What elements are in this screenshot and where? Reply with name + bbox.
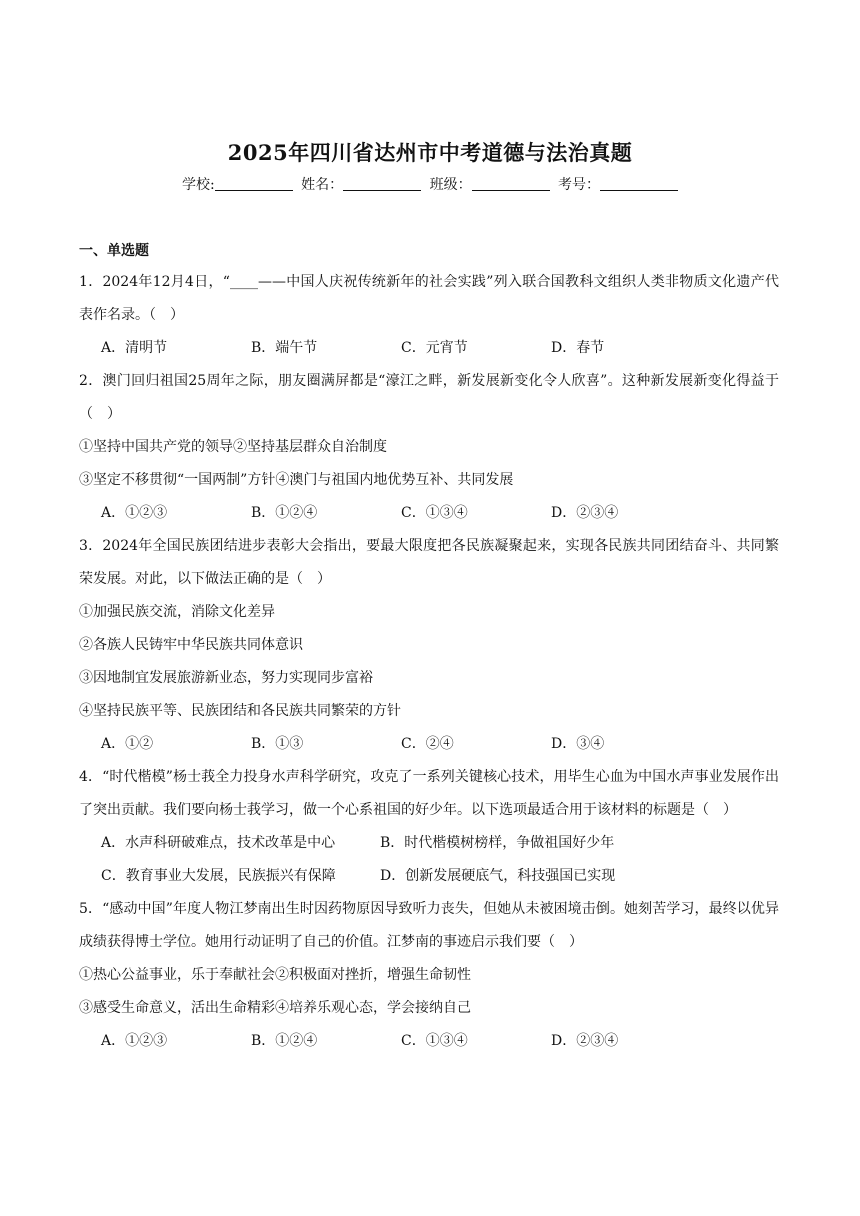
question-2 xyxy=(79,365,779,530)
option-b: B．时代楷模树榜样，争做祖国好少年 xyxy=(380,835,615,851)
option-c: C．②④ xyxy=(401,736,454,752)
option-d: D．春节 xyxy=(551,340,605,356)
question-stem: 4．“时代楷模”杨士莪全力投身水声科学研究，攻克了一系列关键核心技术，用毕生心血为中国水声事业发展作出了突出贡献。我们要向杨士莪学习，做一个心系祖国的好少年。以下选项最适合用于该材料的标题是（ ） xyxy=(79,769,779,818)
class-blank xyxy=(472,176,550,191)
statement-line: ④坚持民族平等、民族团结和各民族共同繁荣的方针 xyxy=(79,703,401,719)
question-1 xyxy=(79,266,779,365)
options-row xyxy=(79,728,779,761)
statement-line: ③坚定不移贯彻“一国两制”方针④澳门与祖国内地优势互补、共同发展 xyxy=(79,472,514,488)
option-d: D．创新发展硬底气，科技强国已实现 xyxy=(380,868,616,884)
statement-line: ①热心公益事业，乐于奉献社会②积极面对挫折，增强生命韧性 xyxy=(79,967,471,983)
name-blank xyxy=(343,176,421,191)
question-4 xyxy=(79,761,779,893)
option-a: A．①②③ xyxy=(101,505,168,521)
question-list xyxy=(79,236,779,1058)
option-b: B．①②④ xyxy=(251,505,318,521)
statement-line: ③因地制宜发展旅游新业态，努力实现同步富裕 xyxy=(79,670,373,686)
school-blank xyxy=(215,176,293,191)
section-heading: 一、单选题 xyxy=(79,243,149,259)
statement-line: ①坚持中国共产党的领导②坚持基层群众自治制度 xyxy=(79,439,387,455)
options-row xyxy=(79,827,779,860)
statement-line: ①加强民族交流，消除文化差异 xyxy=(79,604,275,620)
options-row xyxy=(79,332,779,365)
exam-number-blank xyxy=(600,176,678,191)
option-d: D．②③④ xyxy=(551,1033,619,1049)
statement-line: ②各族人民铸牢中华民族共同体意识 xyxy=(79,637,303,653)
option-a: A．①② xyxy=(101,736,154,752)
school-label: 学校: xyxy=(181,177,215,193)
name-label: 姓名： xyxy=(301,177,344,193)
option-c: C．元宵节 xyxy=(401,340,468,356)
options-row xyxy=(79,497,779,530)
option-b: B．①③ xyxy=(251,736,304,752)
option-b: B．①②④ xyxy=(251,1033,318,1049)
question-stem: 2．澳门回归祖国25周年之际，朋友圈满屏都是“濠江之畔，新发展新变化令人欣喜”。这种新发展新变化得益于（ ） xyxy=(79,373,779,422)
question-stem: 1．2024年12月4日，“____——中国人庆祝传统新年的社会实践”列入联合国教科文组织人类非物质文化遗产代表作名录。（ ） xyxy=(79,274,779,323)
exam-number-label: 考号： xyxy=(558,177,601,193)
option-a: A．清明节 xyxy=(101,340,168,356)
class-label: 班级： xyxy=(429,177,472,193)
option-d: D．②③④ xyxy=(551,505,619,521)
option-b: B．端午节 xyxy=(251,340,318,356)
option-d: D．③④ xyxy=(551,736,605,752)
exam-title: 2025年四川省达州市中考道德与法治真题 xyxy=(227,140,633,165)
option-c: C．①③④ xyxy=(401,505,468,521)
question-stem: 3．2024年全国民族团结进步表彰大会指出，要最大限度把各民族凝聚起来，实现各民族共同团结奋斗、共同繁荣发展。对此，以下做法正确的是（ ） xyxy=(79,538,779,587)
student-info-line xyxy=(0,174,860,194)
statement-line: ③感受生命意义，活出生命精彩④培养乐观心态，学会接纳自己 xyxy=(79,1000,471,1016)
question-3 xyxy=(79,530,779,761)
options-row xyxy=(79,1025,779,1058)
option-c: C．教育事业大发展，民族振兴有保障 xyxy=(101,868,336,884)
option-a: A．①②③ xyxy=(101,1033,168,1049)
question-5 xyxy=(79,893,779,1058)
options-row xyxy=(79,860,779,893)
question-stem: 5．“感动中国”年度人物江梦南出生时因药物原因导致听力丧失，但她从未被困境击倒。她刻苦学习，最终以优异成绩获得博士学位。她用行动证明了自己的价值。江梦南的事迹启示我们要（ ） xyxy=(79,901,779,950)
option-a: A．水声科研破难点，技术改革是中心 xyxy=(101,835,336,851)
option-c: C．①③④ xyxy=(401,1033,468,1049)
